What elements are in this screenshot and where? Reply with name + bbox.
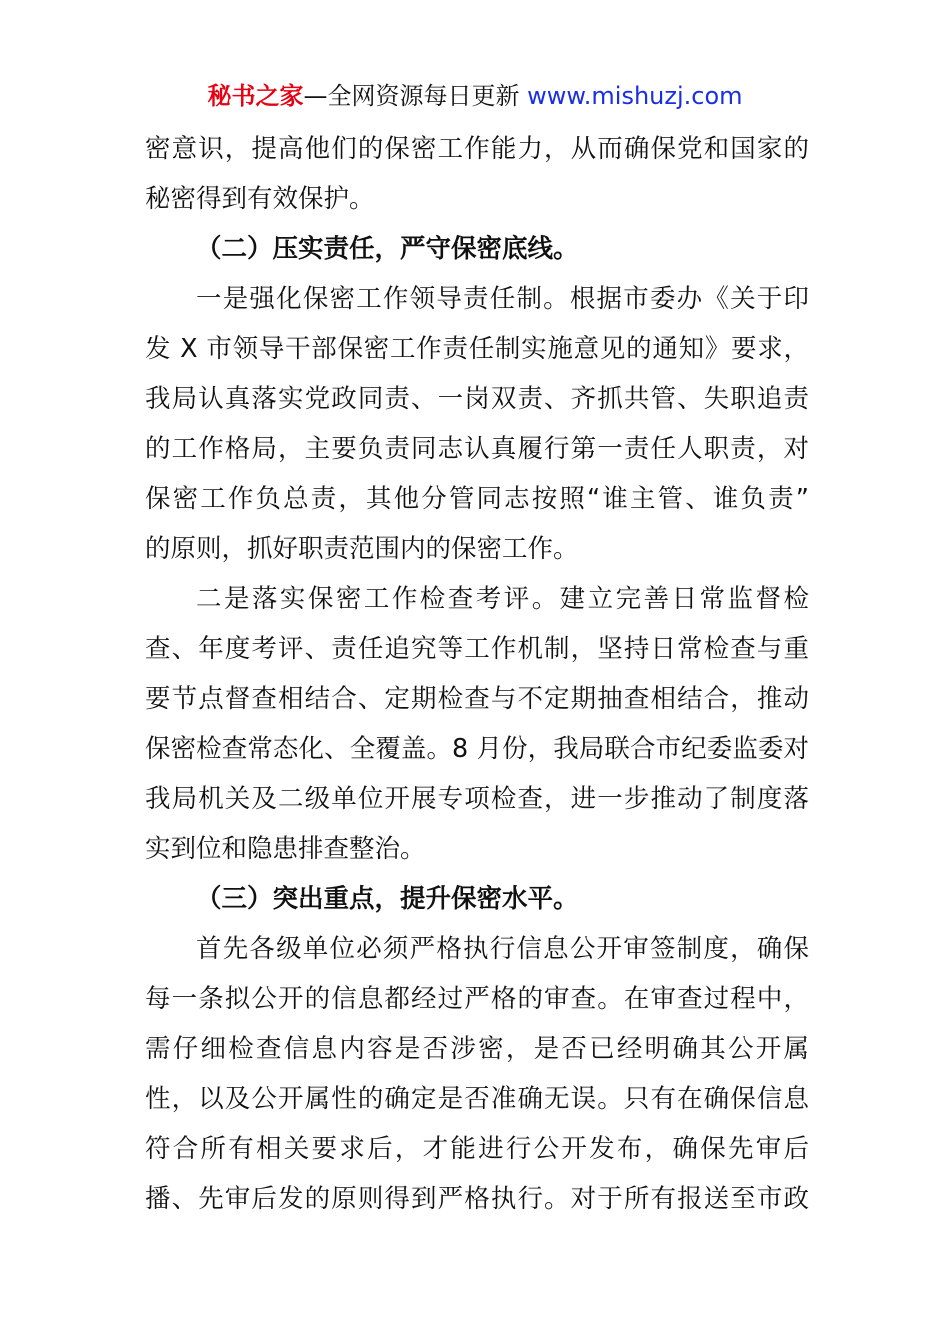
text-line: 播、先审后发的原则得到严格执行。对于所有报送至市政 [145,1184,809,1214]
paragraph [145,274,809,574]
text-line: 我局认真落实党政同责、一岗双责、齐抓共管、失职追责 [145,384,809,414]
site-tagline: —全网资源每日更新 [303,82,528,110]
text-line: 二是落实保密工作检查考评。建立完善日常监督检 [196,584,809,614]
text-line: 一是强化保密工作领导责任制。根据市委办《关于印 [196,284,809,314]
text-line: 发 X 市领导干部保密工作责任制实施意见的通知》要求， [145,334,809,364]
heading-text: （三）突出重点，提升保密水平。 [196,884,579,914]
paragraph [145,924,809,1224]
text-line: 需仔细检查信息内容是否涉密，是否已经明确其公开属 [145,1034,809,1064]
site-header [0,78,950,114]
paragraph [145,574,809,874]
text-line: 性，以及公开属性的确定是否准确无误。只有在确保信息 [145,1084,809,1114]
text-line: 首先各级单位必须严格执行信息公开审签制度，确保 [196,934,809,964]
text-line: 秘密得到有效保护。 [145,184,375,214]
text-line: 每一条拟公开的信息都经过严格的审查。在审查过程中， [145,984,809,1014]
text-line: 符合所有相关要求后，才能进行公开发布，确保先审后 [145,1134,809,1164]
text-line: 查、年度考评、责任追究等工作机制，坚持日常检查与重 [145,634,809,664]
text-line: 实到位和隐患排查整治。 [145,834,426,864]
heading-text: （二）压实责任，严守保密底线。 [196,234,579,264]
section-heading [145,874,809,924]
text-line: 密意识，提高他们的保密工作能力，从而确保党和国家的 [145,134,809,164]
site-brand: 秘书之家 [207,82,304,110]
site-url-link[interactable]: www.mishuzj.com [527,82,743,110]
paragraph [145,124,809,224]
text-line: 要节点督查相结合、定期检查与不定期抽查相结合，推动 [145,684,809,714]
text-line: 我局机关及二级单位开展专项检查，进一步推动了制度落 [145,784,809,814]
text-line: 的原则，抓好职责范围内的保密工作。 [145,534,579,564]
document-body [145,124,809,1224]
text-line: 保密工作负总责，其他分管同志按照“谁主管、谁负责” [145,484,809,514]
text-line: 的工作格局，主要负责同志认真履行第一责任人职责，对 [145,434,809,464]
section-heading [145,224,809,274]
text-line: 保密检查常态化、全覆盖。8 月份，我局联合市纪委监委对 [145,734,809,764]
